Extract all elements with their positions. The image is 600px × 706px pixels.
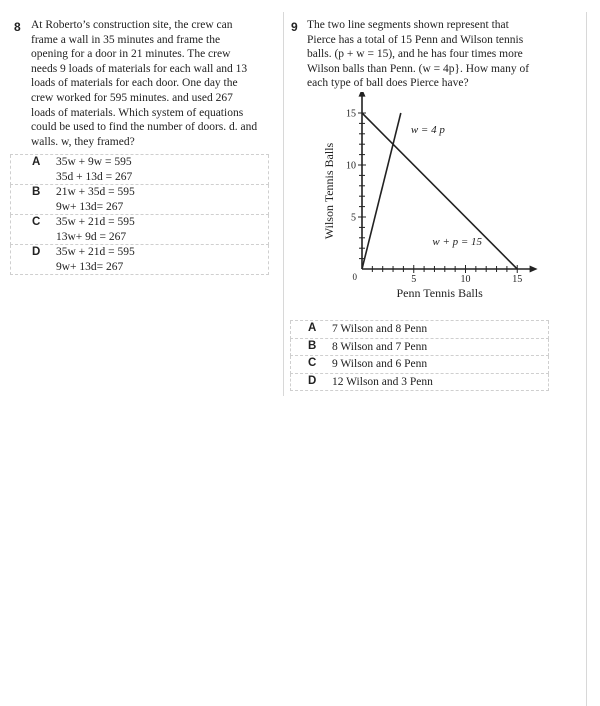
question-8-line: loads of materials for each door. One day the <box>31 77 238 90</box>
choice-line: 35w + 21d = 595 <box>56 216 135 228</box>
choice-8a[interactable] <box>10 155 269 185</box>
choice-letter: D <box>308 374 317 387</box>
x-tick-label: 5 <box>411 274 417 285</box>
choice-9a[interactable] <box>290 321 549 339</box>
choice-letter: B <box>308 339 317 352</box>
question-8-line: frame a wall in 35 minutes and frame the <box>31 33 221 46</box>
series-label: w = 4 p <box>410 124 445 136</box>
series-line <box>362 113 401 269</box>
series-label: w + p = 15 <box>432 236 483 249</box>
question-9-line: each type of ball does Pierce have? <box>307 77 469 90</box>
question-8-line: opening for a door in 21 minutes. The crew <box>31 48 231 61</box>
y-tick-label: 10 <box>346 160 356 172</box>
y-tick-label: 15 <box>346 108 356 120</box>
choice-8c[interactable] <box>10 215 269 245</box>
y-tick-label: 5 <box>351 212 356 224</box>
question-9-line: The two line segments shown represent that <box>307 19 509 31</box>
choice-text: 8 Wilson and 7 Penn <box>332 340 428 353</box>
question-8-line: needs 9 loads of materials for each wall and 13 <box>31 62 248 75</box>
question-8-line: walls. w, they framed? <box>31 135 135 148</box>
choice-9c[interactable] <box>290 356 549 374</box>
choice-letter: D <box>32 246 41 258</box>
x-axis-arrow <box>530 266 538 273</box>
question-8-line: At Roberto’s construction site, the crew can <box>31 19 233 31</box>
column-divider <box>283 12 284 396</box>
question-8-line: loads of materials. Which system of equations <box>31 106 244 119</box>
y-axis-label: Wilson Tennis Balls <box>322 142 336 240</box>
question-9-choices <box>290 320 549 391</box>
choice-letter: C <box>32 216 41 228</box>
question-8-line: crew worked for 595 minutes. and used 267 <box>31 91 233 104</box>
question-9-line: Pierce has a total of 15 Penn and Wilson tennis <box>307 33 524 46</box>
choice-line: 35w + 21d = 595 <box>56 246 135 258</box>
choice-8d[interactable] <box>10 245 269 275</box>
choice-letter: A <box>32 156 41 168</box>
graph-ticks <box>358 113 517 273</box>
choice-text: 12 Wilson and 3 Penn <box>332 375 433 388</box>
choice-line: 35w + 9w = 595 <box>56 156 132 168</box>
question-8-text <box>31 18 276 149</box>
choice-line: 21w + 35d = 595 <box>56 186 135 198</box>
origin-label: 0 <box>352 272 357 282</box>
x-tick-label: 15 <box>512 274 523 285</box>
choice-9b[interactable] <box>290 339 549 357</box>
choice-text: 7 Wilson and 8 Penn <box>332 323 428 335</box>
question-8-line: could be used to find the number of doors. d. and <box>31 121 258 134</box>
choice-line: 9w+ 13d= 267 <box>56 200 124 213</box>
question-9-text <box>307 18 577 91</box>
question-9-line: balls. (p + w = 15), and he has four times more <box>307 48 523 61</box>
choice-letter: B <box>32 186 41 198</box>
tennis-balls-graph <box>318 92 548 302</box>
question-8-number: 8 <box>14 20 21 34</box>
choice-text: 9 Wilson and 6 Penn <box>332 358 428 370</box>
x-axis-label: Penn Tennis Balls <box>396 286 483 300</box>
question-9-line: Wilson balls than Penn. (w = 4p}. How many of <box>307 62 530 75</box>
page-edge-line <box>586 12 587 706</box>
choice-line: 9w+ 13d= 267 <box>56 260 124 273</box>
graph-labels <box>322 109 522 301</box>
choice-line: 35d + 13d = 267 <box>56 170 133 183</box>
choice-letter: A <box>308 322 317 334</box>
x-tick-label: 10 <box>460 274 471 285</box>
question-8-choices <box>10 154 269 275</box>
question-9-number: 9 <box>291 20 298 34</box>
choice-8b[interactable] <box>10 185 269 215</box>
choice-9d[interactable] <box>290 374 549 392</box>
choice-line: 13w+ 9d = 267 <box>56 230 127 243</box>
choice-letter: C <box>308 357 317 369</box>
y-axis-arrow <box>359 92 366 97</box>
